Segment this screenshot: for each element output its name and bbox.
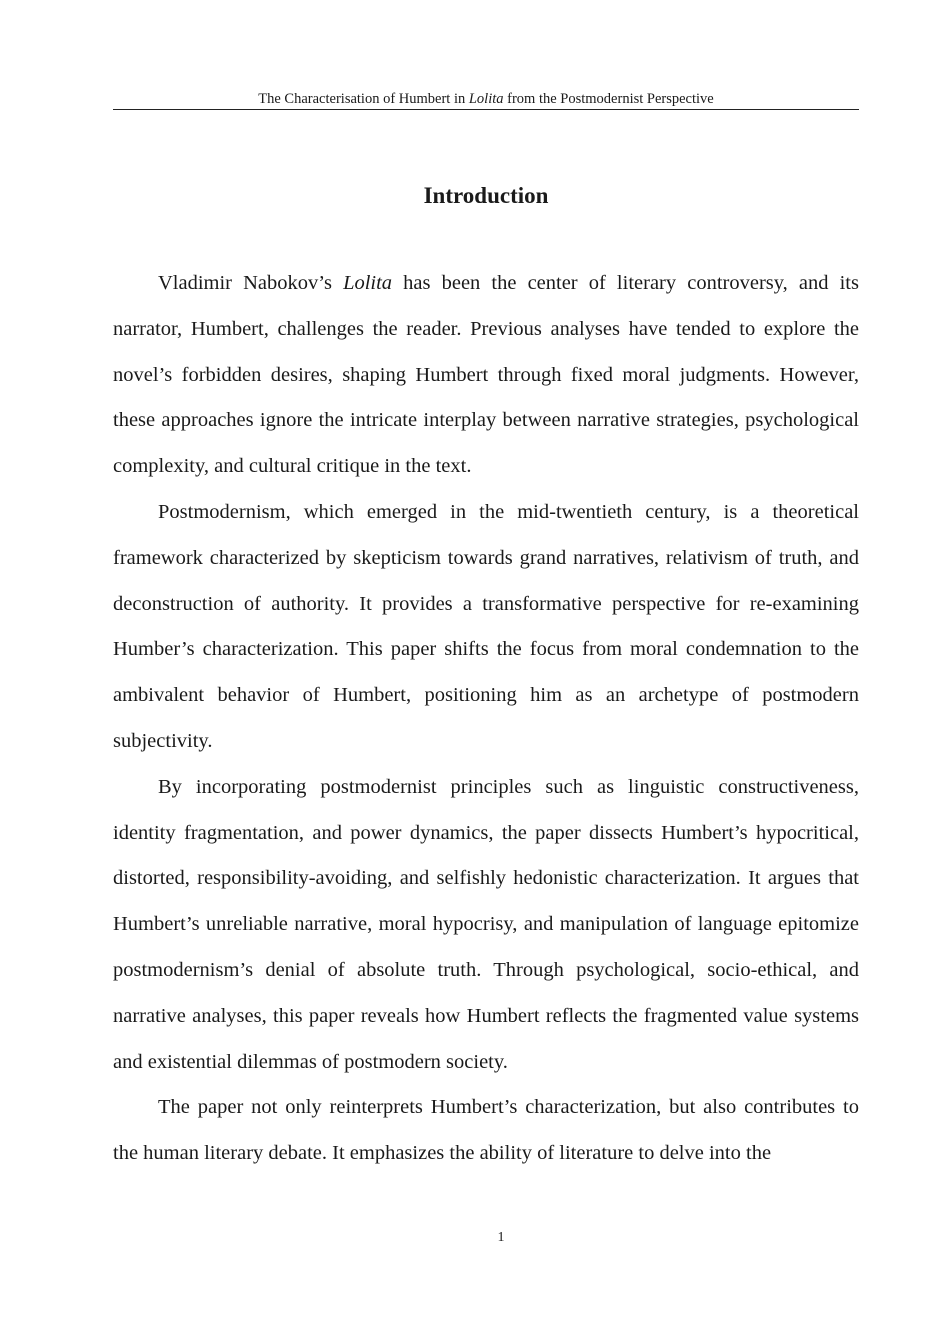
paragraph-4: The paper not only reinterprets Humbert’s characterization, but also contributes to the human literary debate. It emphasizes the ability of literature to delve into the [113,1096,859,1165]
running-header [113,90,859,110]
paragraph-2: Postmodernism, which emerged in the mid-twentieth century, is a theoretical framework characterized by skepticism towards grand narratives, relativism of truth, and deconstruction of authority. It provides a transformative perspective for re-examining Humber’s characterization. This paper shifts the focus from moral condemnation to the ambivalent behavior of Humbert, positioning him as an archetype of postmodern subjectivity. [113,500,859,752]
paragraph-1-rest: has been the center of literary controversy, and its narrator, Humbert, challenges the reader. Previous analyses have tended to explore the novel’s forbidden desires, shaping Humbert through fixed moral judgments. However, these approaches ignore the intricate interplay between narrative strategies, psychological complexity, and cultural critique in the text. [113,272,859,478]
section-heading: Introduction [423,183,549,208]
paragraph-1 [113,261,859,490]
paragraph-1-book-title: Lolita [343,272,393,294]
body-text [113,261,859,1177]
running-header-suffix: from the Postmodernist Perspective [503,91,714,107]
running-header-prefix: The Characterisation of Humbert in [258,91,469,107]
page-number: 1 [497,1230,505,1245]
running-header-book-title: Lolita [468,91,504,107]
paragraph-3: By incorporating postmodernist principles such as linguistic constructiveness, identity fragmentation, and power dynamics, the paper dissects Humbert’s hypocritical, distorted, responsibility-avoiding, and selfishly hedonistic characterization. It argues that Humbert’s unreliable narrative, moral hypocrisy, and manipulation of language epitomize postmodernism’s denial of absolute truth. Through psychological, socio-ethical, and narrative analyses, this paper reveals how Humbert reflects the fragmented value systems and existential dilemmas of postmodern society. [113,775,859,1073]
paragraph-1-lead: Vladimir Nabokov’s [158,272,344,294]
